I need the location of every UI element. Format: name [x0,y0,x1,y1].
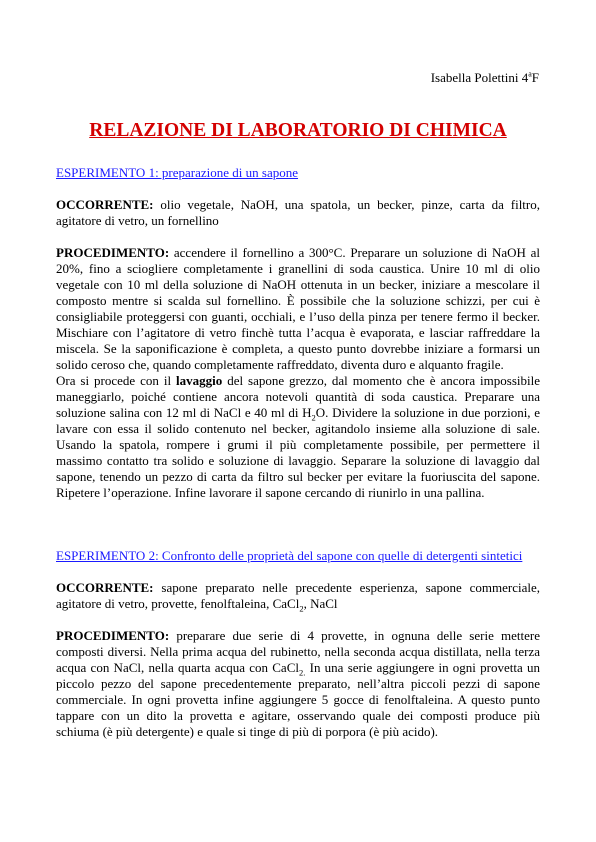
materials-text-a: sapone preparato nelle precedente esperienza, sapone commerciale, agitatore di vetro, provette, fenolftaleina, CaCl [56,580,540,611]
materials-text: olio vegetale, NaOH, una spatola, un becker, pinze, carta da filtro, agitatore di vetro, un fornellino [56,197,540,228]
materials-label: OCCORRENTE: [56,580,154,595]
water-subscript: 2 [311,412,316,423]
washing-text-b: del sapone grezzo, dal momento che è ancora impossibile maneggiarlo, poiché contiene ancora notevoli quantità di soda caustica. Preparare una soluzione salina con 12 ml di NaCl e 40 ml di H [56,373,540,420]
washing-bold: lavaggio [176,373,223,388]
experiment-2-heading-link[interactable]: ESPERIMENTO 2: Confronto delle proprietà del sapone con quelle di detergenti sintetici [56,548,523,563]
experiment-1-washing [56,373,540,501]
author-name: Isabella Polettini 4 [430,70,529,85]
experiment-2-procedure [56,628,540,740]
procedure-label: PROCEDIMENTO: [56,245,170,260]
author-line [431,70,539,86]
washing-text-a: Ora si procede con il [56,373,177,388]
experiment-2-materials [56,580,540,612]
cacl2-subscript: 2 [299,603,304,614]
author-class-sup: a [528,69,532,79]
experiment-2-section [56,548,540,740]
page-title: RELAZIONE DI LABORATORIO DI CHIMICA [89,120,507,141]
procedure-label: PROCEDIMENTO: [56,628,170,643]
materials-label: OCCORRENTE: [56,197,154,212]
cacl2-subscript: 2. [299,667,306,678]
procedure-text-a: preparare due serie di 4 provette, in ognuna delle serie mettere composti diversi. Nella prima acqua del rubinetto, nella seconda acqua distillata, nella terza acqua con NaCl, nella quarta acqua con CaCl [56,628,540,675]
procedure-text: accendere il fornellino a 300°C. Preparare un soluzione di NaOH al 20%, fino a sciogliere completamente i granellini di soda caustica. Unire 10 ml di olio vegetale con 10 ml della soluzione di NaOH ottenuta in un becker, iniziare a mescolare il composto mentre si scalda sul fornellino. È possibile che la soluzione schizzi, per cui è consigliabile proteggersi con guanti, occhiali, e l’uso della pinza per tenere fermo il becker. Mischiare con l’agitatore di vetro finchè tutta l’acqua è evaporata, e lasciar raffreddare la miscela. Se la saponificazione è completa, a questo punto dovrebbe iniziare a formarsi un solido ceroso che, quando completamente raffreddato, diventa duro e alquanto fragile. [56,245,540,372]
experiment-1-heading-link[interactable]: ESPERIMENTO 1: preparazione di un sapone [56,165,299,180]
author-class: F [531,70,539,85]
experiment-1-procedure [56,245,540,373]
materials-text-b: , NaCl [303,596,338,611]
experiment-1-materials [56,197,540,229]
washing-text-c: O. Dividere la soluzione in due porzioni, e lavare con essa il solido contenuto nel becker, agitandolo insieme alla soluzione di sale. Usando la spatola, rompere i grumi il più completamente possibile, per permettere il massimo contatto tra solido e soluzione di lavaggio. Separare la soluzione di lavaggio dal sapone, tenendo un pezzo di carta da filtro sul becker per evitare la fuoriuscita del sapone. Ripetere l’operazione. Infine lavorare il sapone cercando di riunirlo in una pallina. [56,405,540,500]
experiment-1-section [56,165,540,501]
procedure-text-b: In una serie aggiungere in ogni provetta un piccolo pezzo del sapone precedentemente preparato, nell’altra piccoli pezzi di sapone commerciale. In ogni provetta infine aggiungere 5 gocce di fenolftaleina. A questo punto tappare con un dito la provetta e agitare, osservando quale dei composti produce più schiuma (è più detergente) e quale si tinge di più di porpora (è più acido). [56,660,540,739]
